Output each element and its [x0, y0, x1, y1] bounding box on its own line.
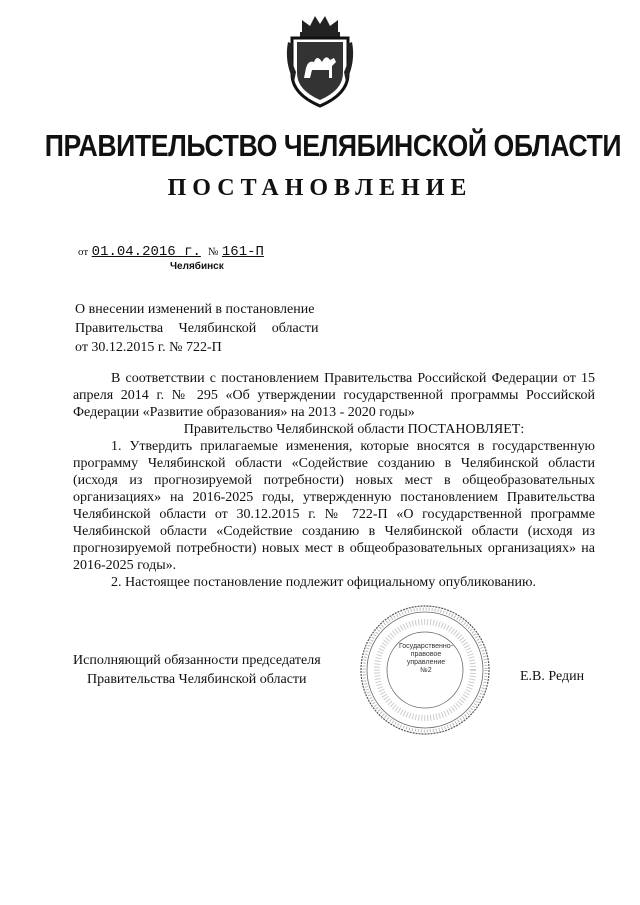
signatory-position — [73, 651, 321, 689]
position-line: Исполняющий обязанности председателя — [73, 653, 321, 668]
registration-line — [78, 244, 264, 260]
resolves-paragraph: Правительство Челябинской области ПОСТАНОВЛЯЕТ: — [183, 422, 525, 437]
stamp-line: управление — [406, 659, 446, 666]
stamp-line: Государственно- — [398, 643, 454, 650]
document-subject — [75, 300, 335, 357]
document-number: 161-П — [221, 244, 264, 260]
government-title: ПРАВИТЕЛЬСТВО ЧЕЛЯБИНСКОЙ ОБЛАСТИ — [44, 128, 622, 163]
item-2-paragraph: 2. Настоящее постановление подлежит официальному опубликованию. — [111, 575, 536, 590]
subject-line: Правительства Челябинской области — [75, 321, 319, 336]
from-label: от — [78, 246, 89, 258]
number-label: № — [207, 246, 219, 258]
position-line: Правительства Челябинской области — [87, 672, 307, 687]
subject-line: от 30.12.2015 г. № 722-П — [75, 340, 222, 355]
stamp-inner-text — [398, 643, 454, 675]
document-date: 01.04.2016 г. — [91, 244, 201, 260]
subject-line: О внесении изменений в постановление — [75, 302, 315, 317]
preamble-paragraph: В соответствии с постановлением Правительства Российской Федерации от 15 апреля 2014 г. № 295 «Об утверждении государственной программы Российской Федерации «Развитие образования» на 2013 - 2020 годы» — [73, 371, 595, 420]
item-1-paragraph: 1. Утвердить прилагаемые изменения, которые вносятся в государственную программу Челябинской области «Содействие созданию в Челябинской области (исходя из прогнозируемой потребности) новых мест в общеобразовательных организациях» на 2016-2025 годы, утвержденную постановлением Правительства Челябинской области от 30.12.2015 г. № 722-П «О государственной программе Челябинской области «Содействие созданию в Челябинской области (исходя из прогнозируемой потребности) новых мест в общеобразовательных организациях» на 2016-2025 годы». — [73, 439, 595, 573]
signatory-name: Е.В. Редин — [520, 669, 585, 684]
document-body — [73, 370, 595, 591]
stamp-line: №2 — [420, 667, 432, 674]
city-label: Челябинск — [170, 261, 224, 272]
coat-of-arms-emblem — [284, 12, 356, 110]
stamp-line: правовое — [410, 651, 442, 658]
document-type-title: ПОСТАНОВЛЕНИЕ — [167, 175, 473, 201]
